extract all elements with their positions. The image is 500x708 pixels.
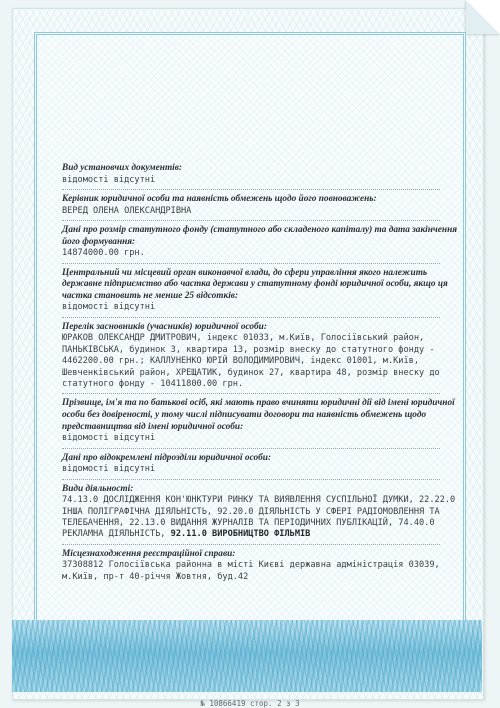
section-founding-documents: [62, 163, 462, 186]
security-guilloche-band: [12, 620, 482, 692]
field-label: Вид установчих документів:: [62, 163, 183, 173]
section-state-authority: [62, 268, 462, 314]
section-activities: [62, 484, 462, 541]
field-value: 37308812 Голосіївська районна в місті Києві державна адміністрація 03039, м.Київ, пр-т 40-річчя Жовтня, буд.42: [62, 560, 445, 582]
field-label: Місцезнаходження реєстраційної справи:: [62, 548, 236, 559]
section-capital: [62, 225, 462, 260]
divider: [62, 220, 440, 221]
divider: [62, 189, 440, 190]
field-value: відомості відсутні: [62, 174, 156, 185]
field-value: [62, 495, 462, 541]
field-value: ВЕРЕД ОЛЕНА ОЛЕКСАНДРІВНА: [62, 205, 192, 216]
divider: [62, 317, 440, 318]
page-corner-fold: [466, 0, 500, 34]
section-branches: [62, 453, 462, 476]
section-authorized-persons: [62, 398, 462, 444]
divider: [62, 263, 440, 264]
field-label: Види діяльності:: [62, 483, 134, 494]
field-value: відомості відсутні: [62, 302, 156, 313]
activities-text: 74.13.0 ДОСЛІДЖЕННЯ КОН'ЮНКТУРИ РИНКУ ТА ВИЯВЛЕННЯ СУСПІЛЬНОЇ ДУМКИ, 22.22.0 ІНША ПОЛІГРАФІЧНА ДІЯЛЬНІСТЬ, 92.20.0 ДІЯЛЬНІСТЬ У СФЕРІ РАДІОМОВЛЕННЯ ТА ТЕЛЕБАЧЕННЯ, 22.13.0 ВИДАННЯ ЖУРНАЛІВ ТА ПЕРІОДИЧНИХ ПУБЛІКАЦІЙ, 74.40.0 РЕКЛАМНА ДІЯЛЬНІСТЬ,: [62, 495, 461, 540]
activities-bold-text: 92.11.0 ВИРОБНИЦТВО ФІЛЬМІВ: [170, 529, 311, 540]
divider: [62, 544, 440, 545]
section-director: [62, 194, 462, 217]
divider: [62, 479, 440, 480]
field-value: ЮРАКОВ ОЛЕКСАНДР ДМИТРОВИЧ, індекс 01033, м.Київ, Голосіївський район, ПАНЬКІВСЬКА, будинок 3, квартира 13, розмір внеску до статутного фонду - 4462200.00 грн.; КАЛЛУНЕНКО ЮРІЙ ВОЛОДИМИРОВИЧ, індекс 01001, м.Київ, Шевченківський район, ХРЕЩАТИК, будинок 27, квартира 48, розмір внеску до статутного фонду - 10411800.00 грн.: [62, 333, 445, 389]
divider: [62, 448, 440, 449]
page-number: № 10866419 стор. 2 з 3: [200, 699, 300, 708]
field-label: Дані про розмір статутного фонду (статутного або складеного капіталу) та дата закінчення його формування:: [62, 225, 458, 247]
field-label: Центральний чи місцевий орган виконавчої влади, до сфери управління якого належить державне підприємство або частка держави у статутному фонді юридичної особи, якщо ця частка становить не менше 25 відсотків:: [62, 267, 448, 301]
field-label: Перелік засновників (учасників) юридичної особи:: [62, 321, 267, 332]
field-value: відомості відсутні: [62, 433, 156, 444]
field-value: відомості відсутні: [62, 464, 156, 475]
field-label: Дані про відокремлені підрозділи юридичної особи:: [62, 452, 272, 463]
document-content: [62, 163, 462, 583]
divider: [62, 393, 440, 394]
field-label: Прізвище, ім'я та по батькові осіб, які мають право вчиняти юридичні дії від імені юридичної особи без довіреності, у тому числі підписувати договори та наявність обмежень щодо представництва від імені юридичної особи:: [62, 398, 455, 432]
section-founders: [62, 322, 462, 391]
field-value: 14874000.00 грн.: [62, 248, 145, 259]
section-registration-file-location: [62, 549, 462, 583]
field-label: Керівник юридичної особи та наявність обмежень щодо його повноважень:: [62, 194, 377, 204]
